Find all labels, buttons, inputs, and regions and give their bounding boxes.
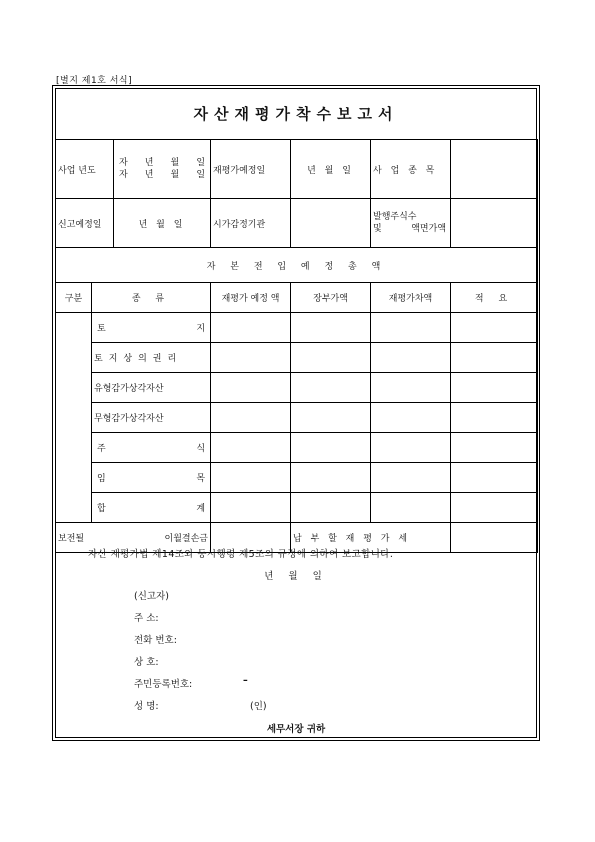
table-row (56, 313, 538, 343)
reval-planned-date-label: 재평가예정일 (211, 140, 291, 199)
cell-reval-difference[interactable] (371, 343, 451, 373)
appraisal-agency-label: 시가감정기관 (211, 199, 291, 248)
address-row[interactable] (134, 610, 202, 624)
col-header-book-value: 장부가액 (291, 283, 371, 313)
reval-tax-label: 납 부 할 재 평 가 세 (291, 523, 451, 553)
row-label-land: 토 지 (92, 313, 211, 343)
recipient: 세무서장 귀하 (266, 724, 326, 735)
table-row (56, 403, 538, 433)
reporter-label: (신고자) (134, 591, 169, 602)
cell-reval-amount[interactable] (211, 373, 291, 403)
cell-reval-amount[interactable] (211, 403, 291, 433)
name-row[interactable] (134, 698, 202, 712)
cell-reval-amount[interactable] (211, 433, 291, 463)
col-header-remarks: 적 요 (451, 283, 538, 313)
seal-mark: (인) (250, 701, 267, 712)
address-label: 주 소: (134, 613, 159, 624)
table-row (56, 433, 538, 463)
issued-shares-field[interactable] (451, 199, 538, 248)
reval-tax-field[interactable] (451, 523, 538, 553)
cell-remarks[interactable] (451, 343, 538, 373)
cell-reval-amount[interactable] (211, 343, 291, 373)
phone-row[interactable] (134, 632, 202, 646)
business-year-label: 사업 년도 (56, 140, 114, 199)
report-table (55, 139, 538, 553)
category-cell (56, 313, 92, 523)
cell-book-value[interactable] (291, 403, 371, 433)
cell-reval-difference[interactable] (371, 463, 451, 493)
business-type-label: 사 업 종 목 (371, 140, 451, 199)
col-header-type: 종 류 (92, 283, 211, 313)
business-type-field[interactable] (451, 140, 538, 199)
cell-reval-difference[interactable] (371, 493, 451, 523)
resident-no-dash: – (243, 675, 248, 686)
cell-reval-difference[interactable] (371, 433, 451, 463)
cell-reval-amount[interactable] (211, 493, 291, 523)
cell-remarks[interactable] (451, 373, 538, 403)
row-label-stocks: 주 식 (92, 433, 211, 463)
cell-reval-amount[interactable] (211, 313, 291, 343)
row-label-tangible-depreciable: 유형감가상각자산 (92, 373, 211, 403)
resident-no-label: 주민등록번호: (134, 679, 193, 690)
cell-reval-difference[interactable] (371, 373, 451, 403)
cell-book-value[interactable] (291, 313, 371, 343)
form-label: [별지 제1호 서식] (56, 76, 133, 86)
row-label-total: 합 계 (92, 493, 211, 523)
issued-shares-label: 발행주식수 및 액면가액 (371, 199, 451, 248)
report-statement: 자산 재평가법 제14조와 동시행령 제5조의 규정에 의하여 보고합니다. (88, 549, 394, 560)
col-header-reval-difference: 재평가차액 (371, 283, 451, 313)
form-body (55, 88, 537, 738)
cell-book-value[interactable] (291, 373, 371, 403)
cell-reval-difference[interactable] (371, 313, 451, 343)
cell-reval-difference[interactable] (371, 403, 451, 433)
cell-book-value[interactable] (291, 433, 371, 463)
cell-remarks[interactable] (451, 463, 538, 493)
trade-name-label: 상 호: (134, 657, 159, 668)
name-label: 성 명: (134, 701, 159, 712)
cell-remarks[interactable] (451, 313, 538, 343)
report-date[interactable]: 년 월 일 (264, 571, 328, 582)
trade-name-row[interactable] (134, 654, 202, 668)
capital-transfer-total-label: 자 본 전 입 예 정 총 액 (56, 248, 538, 283)
col-header-reval-amount: 재평가 예정 액 (211, 283, 291, 313)
col-header-category: 구분 (56, 283, 92, 313)
row-label-intangible-depreciable: 무형감가상각자산 (92, 403, 211, 433)
filing-planned-date-label: 신고예정일 (56, 199, 114, 248)
cell-book-value[interactable] (291, 343, 371, 373)
cell-book-value[interactable] (291, 493, 371, 523)
retained-deficit-label: 보전될 이월결손금 (56, 523, 211, 553)
cell-reval-amount[interactable] (211, 463, 291, 493)
reval-planned-date-field[interactable]: 년 월 일 (291, 140, 371, 199)
row-label-timber: 임 목 (92, 463, 211, 493)
resident-no-row[interactable] (134, 676, 202, 690)
filing-planned-date-field[interactable]: 년 월 일 (114, 199, 211, 248)
table-row (56, 343, 538, 373)
table-row (56, 493, 538, 523)
table-row (56, 373, 538, 403)
cell-book-value[interactable] (291, 463, 371, 493)
appraisal-agency-field[interactable] (291, 199, 371, 248)
cell-remarks[interactable] (451, 403, 538, 433)
cell-remarks[interactable] (451, 433, 538, 463)
phone-label: 전화 번호: (134, 635, 177, 646)
table-row (56, 463, 538, 493)
business-year-range[interactable]: 자 년 월 일 자 년 월 일 (114, 140, 211, 199)
row-label-land-rights: 토지상의권리 (92, 343, 211, 373)
form-title: 자산재평가착수보고서 (193, 105, 399, 123)
cell-remarks[interactable] (451, 493, 538, 523)
